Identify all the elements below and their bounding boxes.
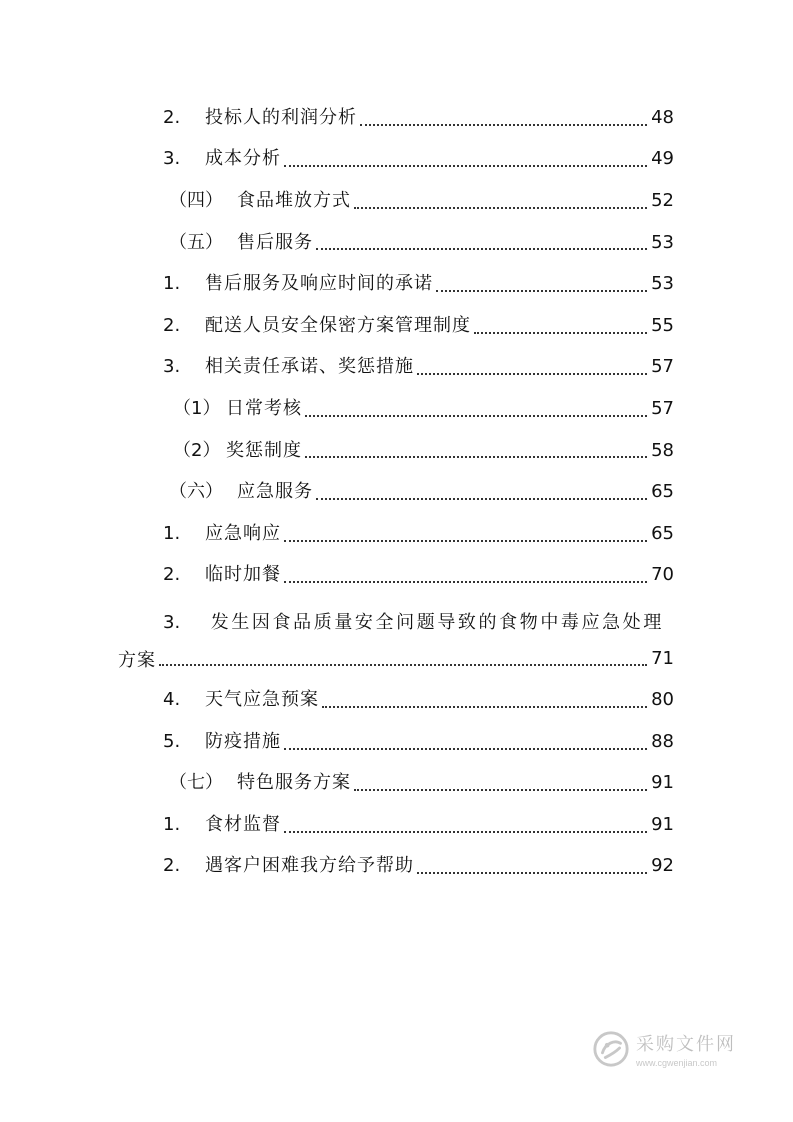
watermark-text bbox=[636, 1030, 736, 1068]
toc-entry-page: 80 bbox=[651, 689, 674, 711]
toc-entry-title: 发生因食品质量安全问题导致的食物中毒应急处理 bbox=[210, 612, 664, 634]
toc-entry-number: 1. bbox=[163, 522, 181, 544]
toc-entry-page: 52 bbox=[651, 189, 674, 211]
toc-leader-dots bbox=[354, 788, 647, 791]
toc-leader-dots bbox=[305, 455, 647, 458]
toc-entry[interactable] bbox=[118, 430, 674, 472]
toc-leader-dots bbox=[474, 331, 647, 334]
toc-entry[interactable] bbox=[118, 721, 674, 763]
toc-entry-number: 3. bbox=[163, 612, 181, 634]
toc-entry-page: 48 bbox=[651, 106, 674, 128]
toc-entry-page: 55 bbox=[651, 314, 674, 336]
toc-leader-dots bbox=[284, 539, 647, 542]
toc-leader-dots bbox=[417, 372, 647, 375]
toc-entry-title: 天气应急预案 bbox=[205, 689, 319, 711]
toc-entry-number: 3. bbox=[163, 148, 181, 170]
toc-entry-title: 售后服务及响应时间的承诺 bbox=[205, 273, 433, 295]
toc-entry-title: 售后服务 bbox=[237, 231, 313, 253]
toc-entry-title: 成本分析 bbox=[205, 148, 281, 170]
toc-entry-title: 遇客户困难我方给予帮助 bbox=[205, 855, 414, 877]
toc-entry-page: 57 bbox=[651, 356, 674, 378]
toc-entry-title: 相关责任承诺、奖惩措施 bbox=[205, 356, 414, 378]
toc-entry-page: 92 bbox=[651, 855, 674, 877]
toc-entry-page: 71 bbox=[651, 648, 674, 670]
table-of-contents bbox=[118, 97, 674, 887]
toc-entry-number: 2. bbox=[163, 564, 181, 586]
toc-entry[interactable] bbox=[118, 679, 674, 721]
watermark bbox=[592, 1028, 752, 1070]
toc-entry[interactable] bbox=[118, 471, 674, 513]
toc-entry-number: （五） bbox=[169, 231, 223, 253]
toc-leader-dots bbox=[322, 705, 647, 708]
toc-entry-second-line bbox=[118, 638, 674, 680]
toc-entry[interactable] bbox=[118, 763, 674, 805]
toc-entry-page: 88 bbox=[651, 730, 674, 752]
toc-leader-dots bbox=[436, 289, 647, 292]
toc-leader-dots bbox=[284, 747, 647, 750]
toc-entry-number: （四） bbox=[169, 189, 223, 211]
toc-entry-page: 49 bbox=[651, 148, 674, 170]
toc-entry-page: 91 bbox=[651, 772, 674, 794]
toc-entry-page: 91 bbox=[651, 813, 674, 835]
toc-entry-page: 65 bbox=[651, 522, 674, 544]
toc-entry-title: 临时加餐 bbox=[205, 564, 281, 586]
toc-entry-title: 特色服务方案 bbox=[237, 772, 351, 794]
toc-entry-title: 食品堆放方式 bbox=[237, 189, 351, 211]
toc-entry-title: 应急响应 bbox=[205, 522, 281, 544]
toc-entry-number: 4. bbox=[163, 689, 181, 711]
toc-entry-title: 应急服务 bbox=[237, 481, 313, 503]
toc-entry-number: 2. bbox=[163, 106, 181, 128]
toc-entry[interactable] bbox=[118, 263, 674, 305]
toc-entry[interactable] bbox=[118, 347, 674, 389]
toc-leader-dots bbox=[417, 871, 647, 874]
toc-entry-title: 投标人的利润分析 bbox=[205, 106, 357, 128]
toc-entry[interactable] bbox=[118, 180, 674, 222]
toc-leader-dots bbox=[360, 123, 647, 126]
toc-entry-number: 5. bbox=[163, 730, 181, 752]
toc-entry[interactable] bbox=[118, 388, 674, 430]
toc-entry-page: 53 bbox=[651, 231, 674, 253]
toc-entry[interactable] bbox=[118, 222, 674, 264]
toc-entry-number: （1） bbox=[173, 397, 221, 419]
toc-entry[interactable] bbox=[118, 596, 674, 679]
toc-entry[interactable] bbox=[118, 555, 674, 597]
toc-entry-first-line bbox=[163, 608, 674, 634]
toc-entry[interactable] bbox=[118, 97, 674, 139]
watermark-name: 采购文件网 bbox=[636, 1034, 736, 1055]
toc-entry-page: 65 bbox=[651, 481, 674, 503]
toc-entry-number: （2） bbox=[173, 439, 221, 461]
toc-entry-title: 奖惩制度 bbox=[226, 439, 302, 461]
toc-leader-dots bbox=[284, 830, 647, 833]
toc-entry-title: 食材监督 bbox=[205, 813, 281, 835]
toc-leader-dots bbox=[316, 247, 647, 250]
toc-leader-dots bbox=[284, 164, 647, 167]
toc-entry-title: 配送人员安全保密方案管理制度 bbox=[205, 314, 471, 336]
toc-entry[interactable] bbox=[118, 513, 674, 555]
toc-entry-number: （七） bbox=[169, 772, 223, 794]
toc-leader-dots bbox=[284, 580, 647, 583]
toc-entry-title: 防疫措施 bbox=[205, 730, 281, 752]
toc-entry-number: 1. bbox=[163, 273, 181, 295]
toc-entry-number: 2. bbox=[163, 314, 181, 336]
cgwenjian-logo-icon bbox=[592, 1030, 630, 1068]
toc-entry-page: 53 bbox=[651, 273, 674, 295]
toc-entry-page: 70 bbox=[651, 564, 674, 586]
toc-entry-number: 2. bbox=[163, 855, 181, 877]
toc-entry[interactable] bbox=[118, 139, 674, 181]
toc-entry[interactable] bbox=[118, 846, 674, 888]
toc-entry[interactable] bbox=[118, 804, 674, 846]
toc-entry-title: 日常考核 bbox=[226, 397, 302, 419]
toc-entry[interactable] bbox=[118, 305, 674, 347]
toc-entry-title-continued: 方案 bbox=[118, 649, 156, 671]
toc-entry-page: 58 bbox=[651, 439, 674, 461]
toc-leader-dots bbox=[354, 206, 647, 209]
toc-leader-dots bbox=[316, 497, 647, 500]
watermark-url: www.cgwenjian.com bbox=[636, 1058, 718, 1068]
toc-leader-dots bbox=[305, 414, 647, 417]
toc-leader-dots bbox=[159, 663, 647, 666]
toc-entry-number: （六） bbox=[169, 481, 223, 503]
toc-entry-number: 3. bbox=[163, 356, 181, 378]
toc-entry-page: 57 bbox=[651, 397, 674, 419]
toc-entry-number: 1. bbox=[163, 813, 181, 835]
